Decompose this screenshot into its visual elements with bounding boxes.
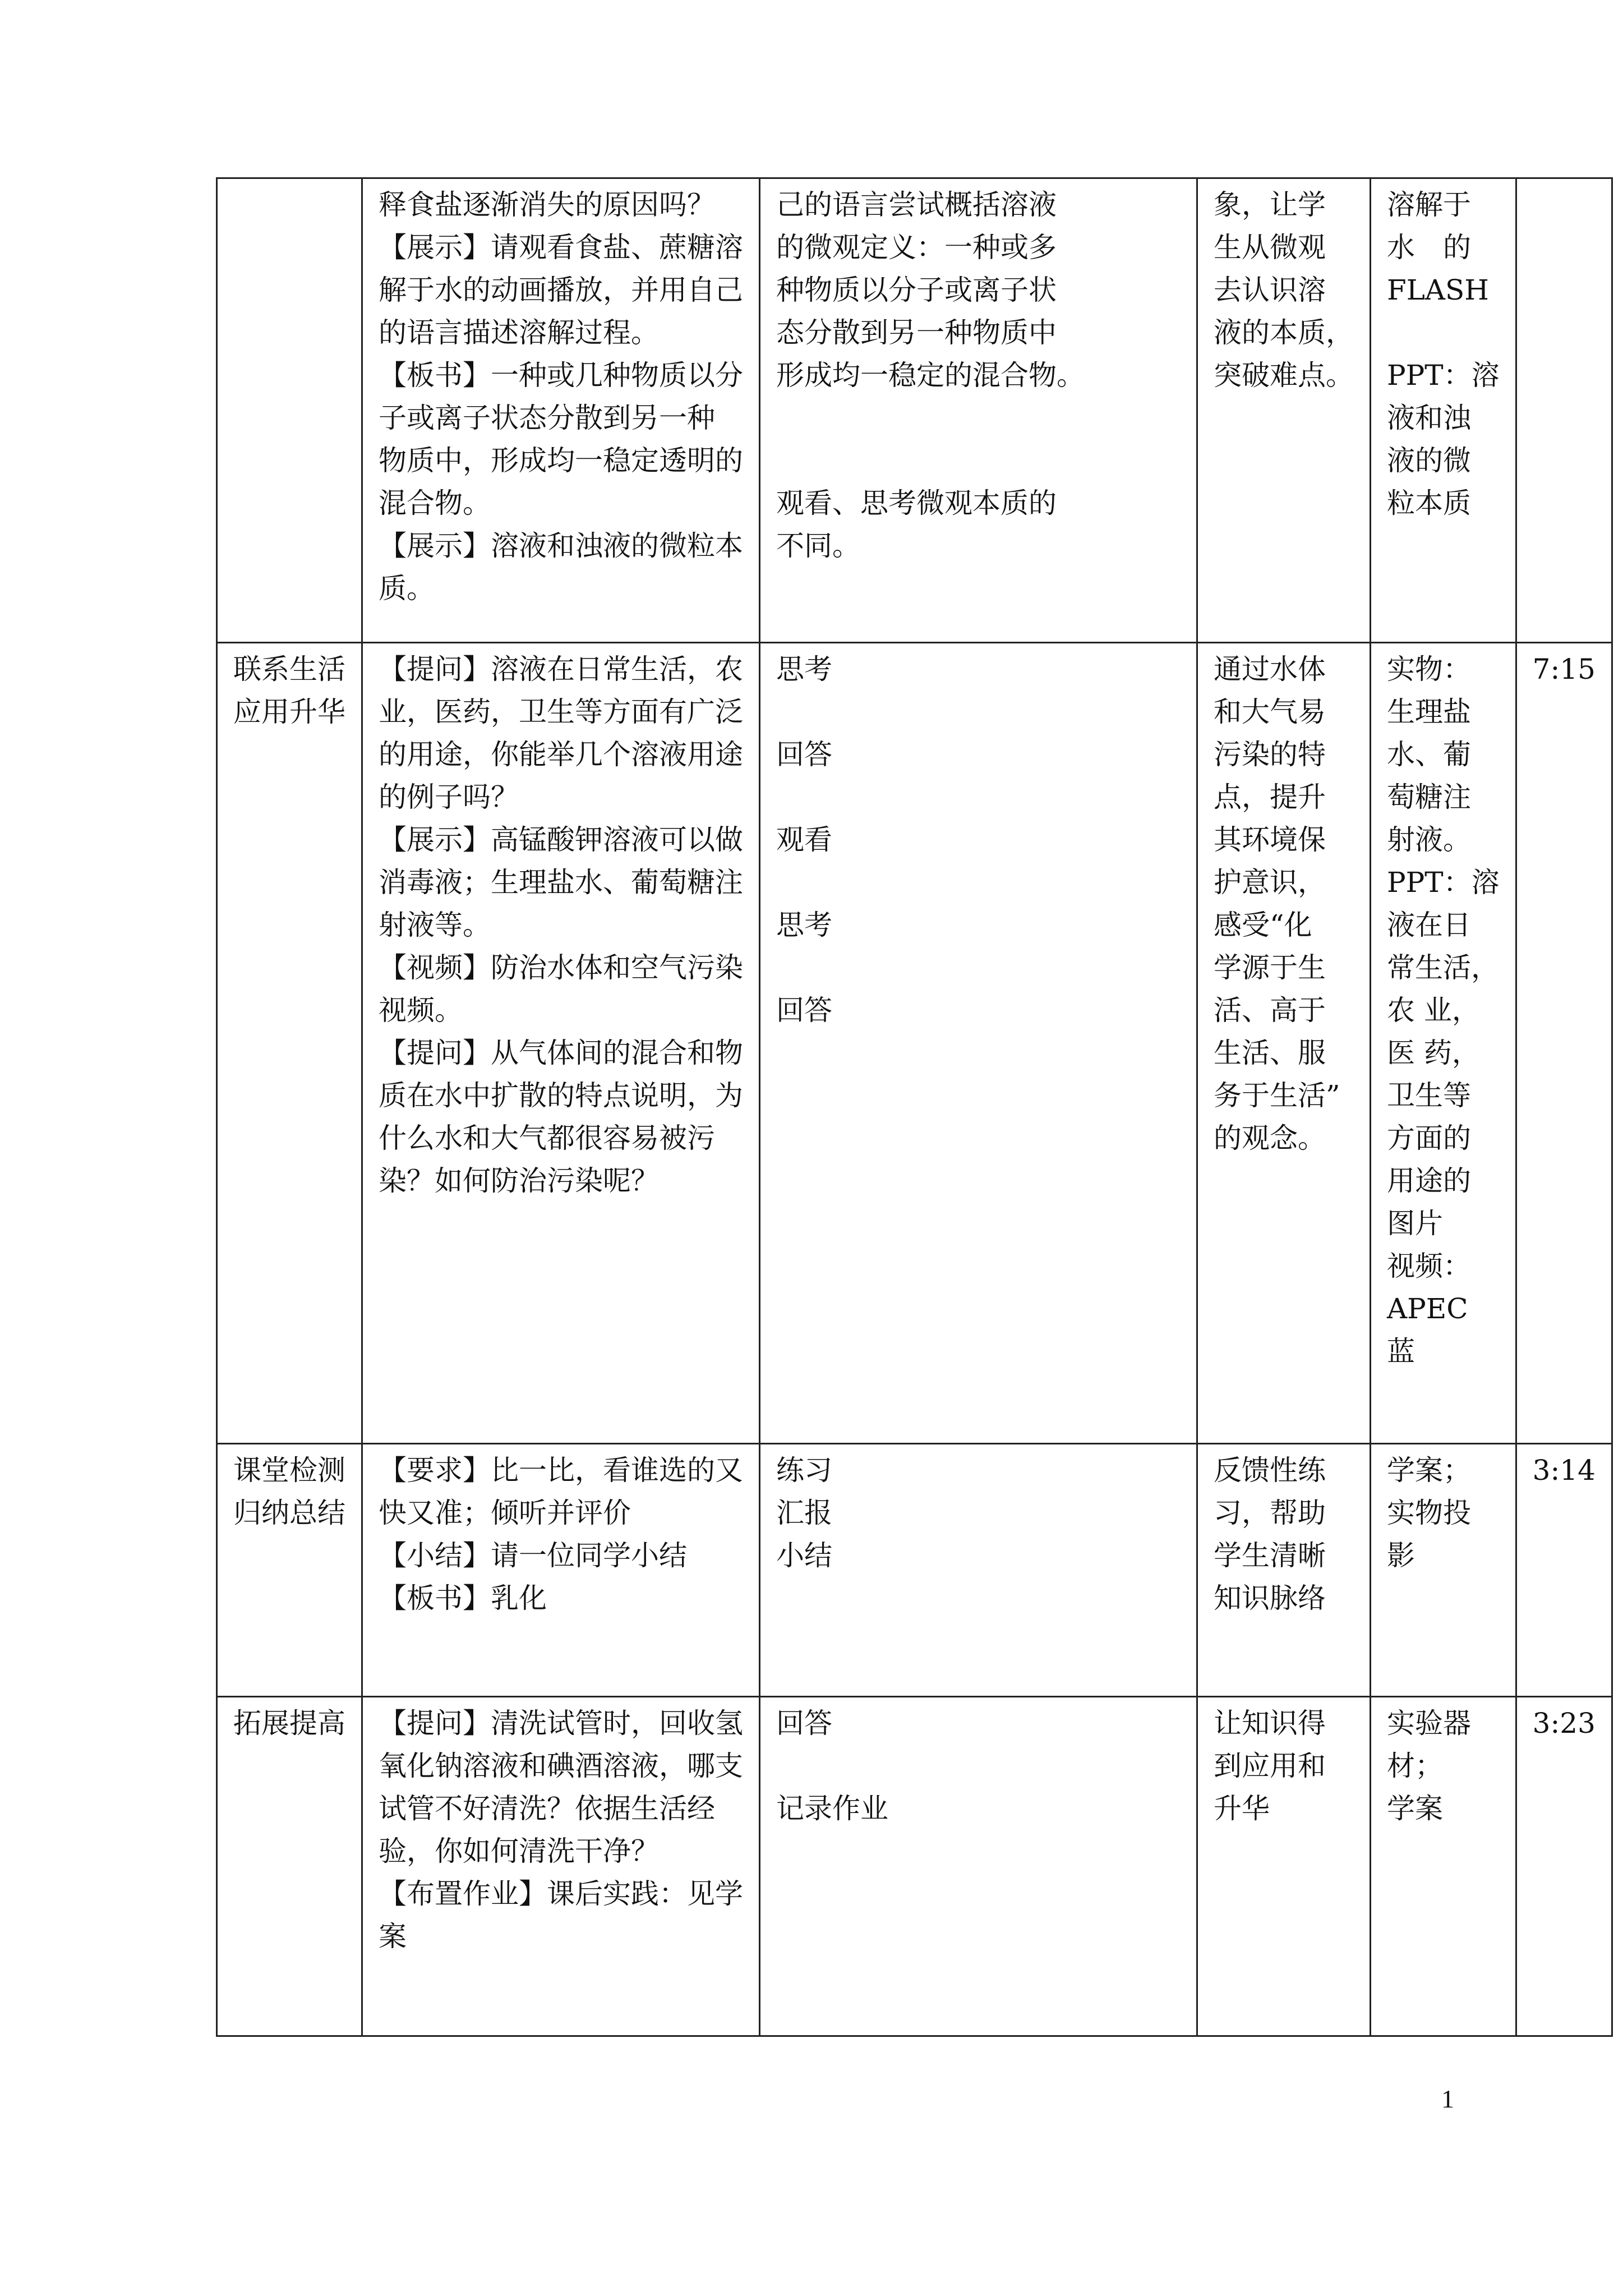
design-intent-cell: 通过水体 和大气易 污染的特 点，提升 其环境保 护意识， 感受“化 学源于生 活、高于 生活、服 务于生活” 的观念。 [1197,643,1371,1444]
media-cell: 学案； 实物投 影 [1371,1444,1516,1697]
time-cell: 3:23 [1516,1697,1612,2036]
teacher-activity-cell: 【提问】溶液在日常生活，农 业，医药，卫生等方面有广泛 的用途，你能举几个溶液用途 的例子吗？ 【展示】高锰酸钾溶液可以做 消毒液；生理盐水、葡萄糖注 射液等。 【视频】防治水体和空气污染 视频。 【提问】从气体间的混合和物 质在水中扩散的特点说明，为 什么水和大气都很容易被污 染？如何防治污染呢？ [362,643,760,1444]
student-activity-cell: 思考 回答 观看 思考 回答 [760,643,1197,1444]
lesson-plan-table [216,177,1613,2037]
table-row-continuation [217,178,1612,643]
teacher-activity-cell: 【提问】清洗试管时，回收氢 氧化钠溶液和碘酒溶液，哪支 试管不好清洗？依据生活经 验，你如何清洗干净？ 【布置作业】课后实践：见学 案 [362,1697,760,2036]
stage-cell: 课堂检测 归纳总结 [217,1444,362,1697]
table-row-life-application [217,643,1612,1444]
time-cell [1516,178,1612,643]
table-row-extension [217,1697,1612,2036]
stage-cell: 联系生活 应用升华 [217,643,362,1444]
student-activity-cell: 回答 记录作业 [760,1697,1197,2036]
media-cell: 实验器 材； 学案 [1371,1697,1516,2036]
student-activity-cell: 己的语言尝试概括溶液 的微观定义：一种或多 种物质以分子或离子状 态分散到另一种物质中 形成均一稳定的混合物。 观看、思考微观本质的 不同。 [760,178,1197,643]
media-cell: 溶解于 水 的 FLASH PPT：溶 液和浊 液的微 粒本质 [1371,178,1516,643]
media-cell: 实物： 生理盐 水、葡 萄糖注 射液。 PPT：溶 液在日 常生活， 农 业， 医 药， 卫生等 方面的 用途的 图片 视频： APEC 蓝 [1371,643,1516,1444]
design-intent-cell: 让知识得 到应用和 升华 [1197,1697,1371,2036]
student-activity-cell: 练习 汇报 小结 [760,1444,1197,1697]
teacher-activity-cell: 【要求】比一比，看谁选的又 快又准；倾听并评价 【小结】请一位同学小结 【板书】乳化 [362,1444,760,1697]
time-cell: 7:15 [1516,643,1612,1444]
stage-cell: 拓展提高 [217,1697,362,2036]
design-intent-cell: 象，让学 生从微观 去认识溶 液的本质， 突破难点。 [1197,178,1371,643]
stage-cell [217,178,362,643]
teacher-activity-cell: 释食盐逐渐消失的原因吗？ 【展示】请观看食盐、蔗糖溶 解于水的动画播放，并用自己 的语言描述溶解过程。 【板书】一种或几种物质以分 子或离子状态分散到另一种 物质中，形成均一稳定透明的 混合物。 【展示】溶液和浊液的微粒本 质。 [362,178,760,643]
design-intent-cell: 反馈性练 习，帮助 学生清晰 知识脉络 [1197,1444,1371,1697]
page-number: 1 [1441,2085,1454,2113]
table-row-classroom-test [217,1444,1612,1697]
time-cell: 3:14 [1516,1444,1612,1697]
